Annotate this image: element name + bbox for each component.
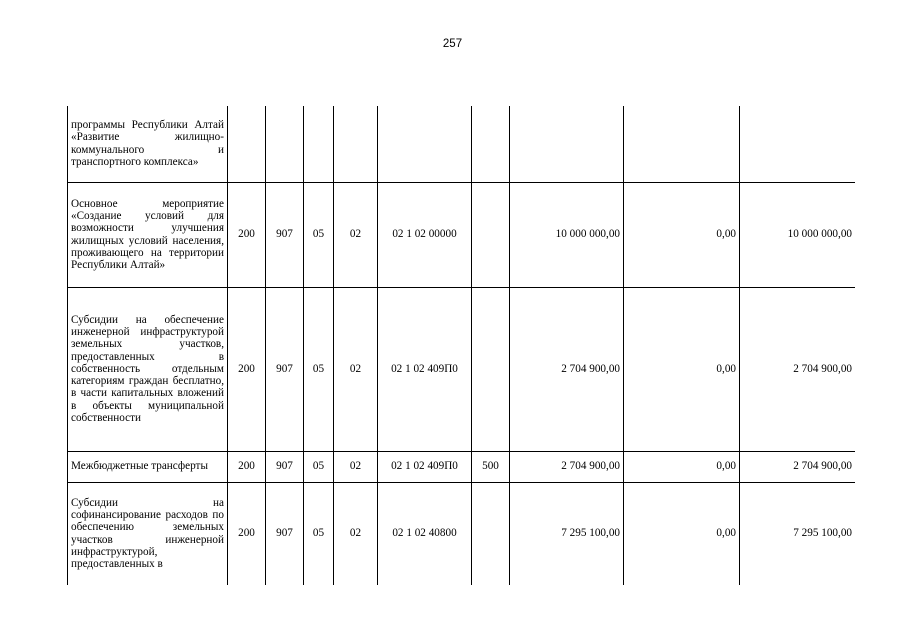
amount-change: 0,00 <box>624 182 740 287</box>
target-article: 02 1 02 40800 <box>378 482 472 585</box>
table-row <box>68 451 856 482</box>
amount-total: 7 295 100,00 <box>510 482 624 585</box>
target-article <box>378 106 472 182</box>
amount-change <box>624 106 740 182</box>
table-row <box>68 182 856 287</box>
section-code: 05 <box>304 182 334 287</box>
ministry-code: 907 <box>266 451 304 482</box>
admin-code: 200 <box>228 482 266 585</box>
amount-change: 0,00 <box>624 482 740 585</box>
page-number: 257 <box>442 38 463 50</box>
ministry-code <box>266 106 304 182</box>
expense-type <box>472 182 510 287</box>
budget-table <box>67 106 855 585</box>
expense-type <box>472 287 510 451</box>
table-row <box>68 287 856 451</box>
amount-total <box>510 106 624 182</box>
amount-result: 7 295 100,00 <box>740 482 856 585</box>
row-name: Субсидии на обеспечение инженерной инфраструктурой земельных участков, предоставленных в собственность отдельным категориям граждан бесплатно, в части капитальных вложений в объекты муниципальной собственности <box>68 287 228 451</box>
target-article: 02 1 02 409П0 <box>378 451 472 482</box>
amount-total: 10 000 000,00 <box>510 182 624 287</box>
expense-type <box>472 106 510 182</box>
section-code <box>304 106 334 182</box>
row-name: программы Республики Алтай «Развитие жилищно-коммунального и транспортного комплекса» <box>68 106 228 182</box>
row-name: Основное мероприятие «Создание условий для возможности улучшения жилищных условий населения, проживающего на территории Республики Алтай» <box>68 182 228 287</box>
ministry-code: 907 <box>266 482 304 585</box>
subsection-code <box>334 106 378 182</box>
table-row <box>68 482 856 585</box>
admin-code <box>228 106 266 182</box>
amount-result: 10 000 000,00 <box>740 182 856 287</box>
subsection-code: 02 <box>334 182 378 287</box>
row-name: Межбюджетные трансферты <box>68 451 228 482</box>
expense-type: 500 <box>472 451 510 482</box>
budget-table-container <box>67 106 855 585</box>
subsection-code: 02 <box>334 451 378 482</box>
amount-result: 2 704 900,00 <box>740 451 856 482</box>
section-code: 05 <box>304 287 334 451</box>
section-code: 05 <box>304 482 334 585</box>
target-article: 02 1 02 409П0 <box>378 287 472 451</box>
admin-code: 200 <box>228 287 266 451</box>
amount-total: 2 704 900,00 <box>510 451 624 482</box>
row-name: Субсидии на софинансирование расходов по обеспечению земельных участков инженерной инфраструктурой, предоставленных в <box>68 482 228 585</box>
amount-total: 2 704 900,00 <box>510 287 624 451</box>
target-article: 02 1 02 00000 <box>378 182 472 287</box>
amount-result: 2 704 900,00 <box>740 287 856 451</box>
subsection-code: 02 <box>334 482 378 585</box>
expense-type <box>472 482 510 585</box>
admin-code: 200 <box>228 182 266 287</box>
ministry-code: 907 <box>266 287 304 451</box>
amount-change: 0,00 <box>624 287 740 451</box>
section-code: 05 <box>304 451 334 482</box>
table-row <box>68 106 856 182</box>
amount-result <box>740 106 856 182</box>
ministry-code: 907 <box>266 182 304 287</box>
subsection-code: 02 <box>334 287 378 451</box>
amount-change: 0,00 <box>624 451 740 482</box>
admin-code: 200 <box>228 451 266 482</box>
